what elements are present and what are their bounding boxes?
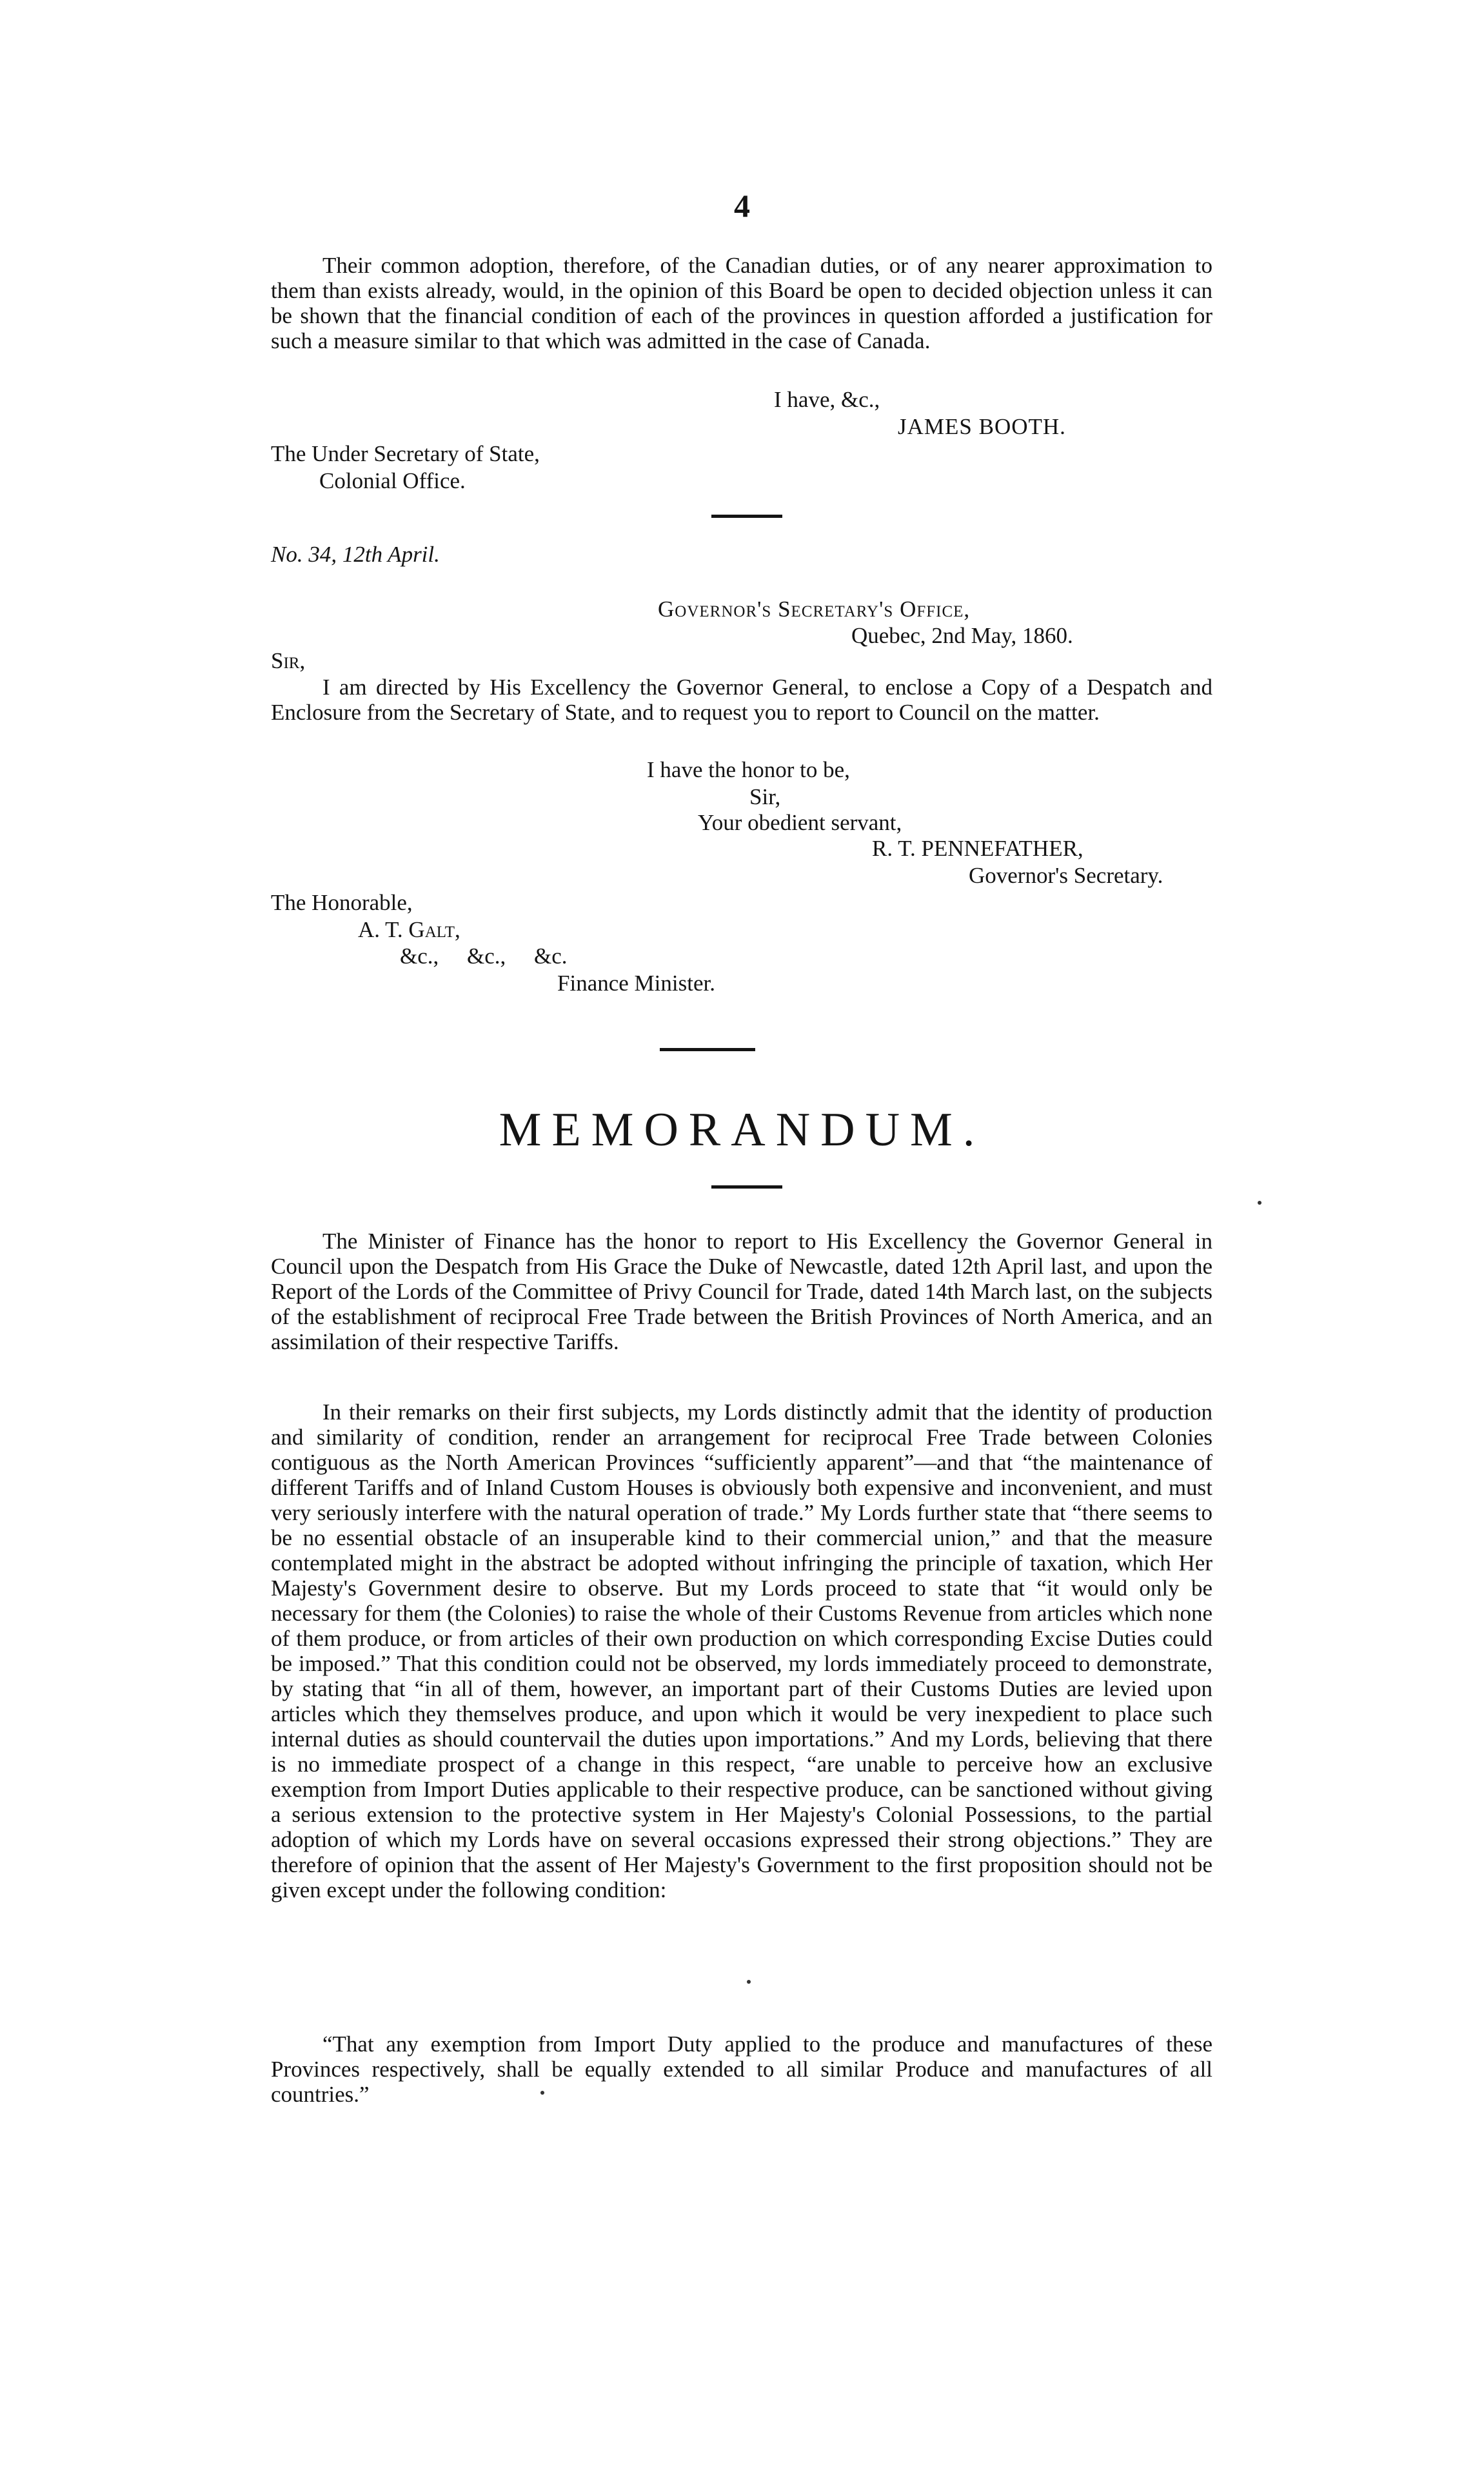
letter2-body: I am directed by His Excellency the Governor General, to enclose a Copy of a Despatch and Enclosure from the Secretary of State, and to request you to report to Council on the matter. — [271, 675, 1212, 725]
section-divider-2 — [660, 1048, 755, 1051]
letter2-reference: No. 34, 12th April. — [271, 542, 440, 567]
ink-speck — [540, 2091, 544, 2095]
ink-speck — [747, 1980, 751, 1984]
letter1-paragraph: Their common adoption, therefore, of the Canadian duties, or of any nearer approximation to them than exists already, would, in the opinion of this Board be open to decided objection unless it can be shown that the financial condition of each of the provinces in question afforded a justification for such a measure similar to that which was admitted in the case of Canada. — [271, 253, 1212, 353]
letter2-closing2: Sir, — [749, 784, 781, 809]
memorandum-title: MEMORANDUM. — [499, 1103, 985, 1156]
letter1-closing: I have, &c., — [774, 387, 880, 412]
letter2-place-date: Quebec, 2nd May, 1860. — [851, 623, 1073, 648]
letter2-addressee2: A. T. Galt, — [358, 917, 460, 942]
ink-speck — [1258, 1201, 1261, 1205]
letter2-office: Governor's Secretary's Office, — [658, 597, 971, 622]
letter2-closing3: Your obedient servant, — [698, 810, 902, 835]
letter2-addressee3: &c., &c., &c. — [400, 944, 568, 969]
letter1-addressee-line1: The Under Secretary of State, — [271, 441, 540, 466]
letter2-addressee1: The Honorable, — [271, 890, 413, 915]
title-underline — [711, 1185, 782, 1189]
memorandum-paragraph-2: In their remarks on their first subjects, my Lords distinctly admit that the identity of production and similarity of condition, render an arrangement for reciprocal Free Trade between Colonies contiguous as the North American Provinces “sufficiently apparent”—and that “the maintenance of different Tariffs and of Inland Custom Houses is obviously both expensive and inconvenient, and must very seriously interfere with the natural operation of trade.” My Lords further state that “there seems to be no essential obstacle of an insuperable kind to their commercial union,” and that the measure contemplated might in the abstract be adopted without infringing the principle of taxation, which Her Majesty's Government desire to observe. But my Lords proceed to state that “it would only be necessary for them (the Colonies) to raise the whole of their Customs Revenue from articles which none of them produce, or from articles of their own production on which corresponding Excise Duties could be imposed.” That this condition could not be observed, my lords immediately proceed to demonstrate, by stating that “in all of them, however, an important part of their Customs Duties are levied upon articles which they themselves produce, and upon which it would be very inexpedient to place such internal duties as should countervail the duties upon importations.” And my Lords, believing that there is no immediate prospect of a change in this respect, “are unable to perceive how an exclusive exemption from Import Duties applicable to their respective produce, can be sanctioned without giving a serious extension to the protective system in Her Majesty's Colonial Possessions, to the partial adoption of which my Lords have on several occasions expressed their strong objections.” They are therefore of opinion that the assent of Her Majesty's Government to the first proposition should not be given except under the following condition: — [271, 1399, 1212, 1902]
letter1-signature: JAMES BOOTH. — [898, 414, 1066, 439]
page-number: 4 — [734, 188, 750, 224]
letter2-closing1: I have the honor to be, — [647, 757, 850, 782]
letter2-signature: R. T. PENNEFATHER, — [872, 836, 1083, 861]
section-divider — [711, 515, 782, 518]
letter2-addressee4: Finance Minister. — [557, 971, 715, 996]
letter2-salutation: Sir, — [271, 648, 306, 673]
memorandum-paragraph-1: The Minister of Finance has the honor to report to His Excellency the Governor General in Council upon the Despatch from His Grace the Duke of Newcastle, dated 12th April last, and upon the Report of the Lords of the Committee of Privy Council for Trade, dated 14th March last, on the subjects of the establishment of reciprocal Free Trade between the British Provinces of North America, and an assimilation of their respective Tariffs. — [271, 1229, 1212, 1354]
letter1-addressee-line2: Colonial Office. — [319, 468, 466, 493]
letter2-signature-title: Governor's Secretary. — [969, 863, 1163, 888]
memorandum-paragraph-3: “That any exemption from Import Duty applied to the produce and manufactures of these Provinces respectively, shall be equally extended to all similar Produce and manufactures of all countries.” — [271, 2031, 1212, 2107]
